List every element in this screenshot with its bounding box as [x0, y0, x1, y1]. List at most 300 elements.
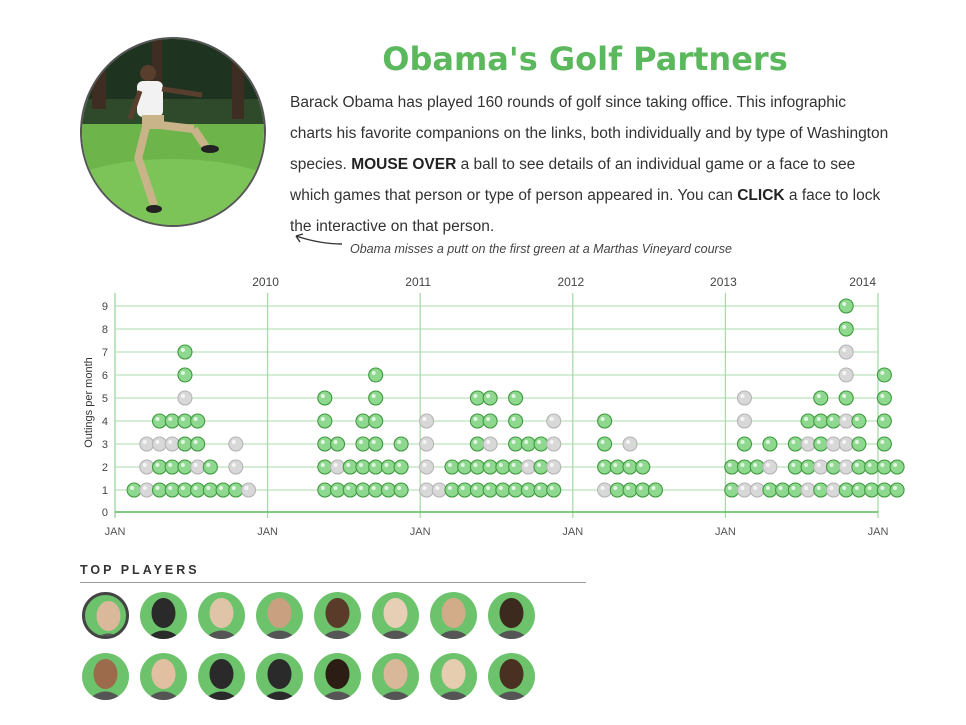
golf-ball-highlight	[168, 417, 172, 421]
y-tick-label: 2	[101, 462, 108, 474]
top-player-face[interactable]	[488, 653, 535, 700]
golf-ball-point[interactable]	[165, 483, 179, 497]
golf-ball-point[interactable]	[331, 460, 345, 474]
y-tick-label: 6	[101, 370, 108, 382]
x-bottom-tick-label: JAN	[562, 526, 584, 538]
golf-ball-highlight	[512, 417, 516, 421]
golf-ball-point[interactable]	[318, 483, 332, 497]
golf-ball-point[interactable]	[509, 391, 523, 405]
golf-ball-highlight	[372, 440, 376, 444]
golf-ball-point[interactable]	[547, 460, 561, 474]
golf-ball-point[interactable]	[877, 368, 891, 382]
golf-ball-point[interactable]	[229, 460, 243, 474]
golf-ball-point[interactable]	[814, 460, 828, 474]
golf-ball-point[interactable]	[801, 437, 815, 451]
top-players-row	[82, 653, 552, 700]
golf-ball-highlight	[550, 463, 554, 467]
top-player-face[interactable]	[140, 653, 187, 700]
golf-ball-point[interactable]	[839, 460, 853, 474]
golf-ball-highlight	[346, 463, 350, 467]
golf-ball-point[interactable]	[140, 437, 154, 451]
golf-ball-point[interactable]	[839, 414, 853, 428]
y-tick-label: 0	[101, 507, 108, 519]
golf-ball-point[interactable]	[381, 460, 395, 474]
golf-ball-point[interactable]	[178, 437, 192, 451]
golf-ball-highlight	[397, 486, 401, 490]
golf-ball-point[interactable]	[127, 483, 141, 497]
golf-ball-point[interactable]	[420, 483, 434, 497]
golf-ball-point[interactable]	[483, 483, 497, 497]
golf-ball-point[interactable]	[178, 414, 192, 428]
golf-ball-highlight	[728, 463, 732, 467]
golf-ball-highlight	[206, 463, 210, 467]
golf-ball-point[interactable]	[153, 437, 167, 451]
golf-ball-point[interactable]	[318, 460, 332, 474]
golf-ball-point[interactable]	[763, 437, 777, 451]
golf-ball-point[interactable]	[839, 483, 853, 497]
golf-ball-point[interactable]	[521, 437, 535, 451]
top-player-face[interactable]	[198, 653, 245, 700]
golf-ball-point[interactable]	[814, 483, 828, 497]
golf-ball-highlight	[359, 463, 363, 467]
golf-ball-point[interactable]	[369, 391, 383, 405]
golf-ball-point[interactable]	[534, 460, 548, 474]
golf-ball-point[interactable]	[178, 345, 192, 359]
golf-ball-highlight	[550, 417, 554, 421]
golf-ball-point[interactable]	[877, 437, 891, 451]
golf-ball-point[interactable]	[178, 368, 192, 382]
golf-ball-highlight	[639, 486, 643, 490]
golf-ball-point[interactable]	[203, 460, 217, 474]
golf-ball-highlight	[512, 463, 516, 467]
top-player-face[interactable]	[82, 653, 129, 700]
golf-ball-highlight	[448, 463, 452, 467]
golf-ball-point[interactable]	[737, 414, 751, 428]
golf-ball-point[interactable]	[470, 483, 484, 497]
golf-ball-point[interactable]	[470, 460, 484, 474]
golf-ball-point[interactable]	[839, 322, 853, 336]
golf-ball-point[interactable]	[483, 460, 497, 474]
golf-ball-point[interactable]	[509, 460, 523, 474]
x-bottom-tick-label: JAN	[867, 526, 889, 538]
golf-ball-highlight	[334, 463, 338, 467]
golf-ball-point[interactable]	[636, 460, 650, 474]
golf-ball-point[interactable]	[153, 483, 167, 497]
golf-ball-highlight	[829, 417, 833, 421]
x-top-tick-label: 2014	[849, 275, 876, 289]
golf-ball-point[interactable]	[623, 483, 637, 497]
golf-ball-point[interactable]	[509, 437, 523, 451]
golf-ball-highlight	[473, 486, 477, 490]
silhouette-icon	[256, 653, 303, 700]
golf-ball-highlight	[842, 440, 846, 444]
golf-ball-highlight	[372, 486, 376, 490]
golf-ball-highlight	[804, 463, 808, 467]
golf-ball-point[interactable]	[877, 391, 891, 405]
golf-ball-point[interactable]	[178, 391, 192, 405]
golf-ball-point[interactable]	[521, 483, 535, 497]
golf-ball-highlight	[766, 486, 770, 490]
golf-ball-highlight	[601, 440, 605, 444]
golf-ball-point[interactable]	[509, 483, 523, 497]
golf-ball-highlight	[321, 417, 325, 421]
golf-ball-point[interactable]	[318, 414, 332, 428]
golf-ball-point[interactable]	[750, 483, 764, 497]
golf-ball-point[interactable]	[318, 391, 332, 405]
top-player-face[interactable]	[140, 592, 187, 639]
top-player-face[interactable]	[314, 592, 361, 639]
golf-ball-highlight	[461, 486, 465, 490]
golf-ball-point[interactable]	[191, 414, 205, 428]
golf-ball-point[interactable]	[826, 483, 840, 497]
golf-ball-highlight	[779, 486, 783, 490]
golf-ball-point[interactable]	[356, 483, 370, 497]
golf-ball-point[interactable]	[890, 460, 904, 474]
golf-ball-highlight	[397, 440, 401, 444]
golf-ball-point[interactable]	[776, 483, 790, 497]
golf-ball-point[interactable]	[598, 414, 612, 428]
y-tick-label: 4	[101, 416, 108, 428]
golf-ball-highlight	[842, 371, 846, 375]
golf-ball-point[interactable]	[788, 460, 802, 474]
intro-part-1: Barack Obama has played 160 rounds of golf since taking office. This infographic charts his favorite companions on the links, both individually and by type of Washington species.	[290, 94, 889, 173]
golf-ball-point[interactable]	[890, 483, 904, 497]
golf-ball-point[interactable]	[483, 391, 497, 405]
golf-ball-highlight	[423, 440, 427, 444]
golf-ball-point[interactable]	[763, 483, 777, 497]
golf-ball-highlight	[817, 417, 821, 421]
golf-ball-highlight	[524, 486, 528, 490]
golf-ball-point[interactable]	[852, 460, 866, 474]
intro-part-2: a ball to see details of an individual game or a face to see which games that person or type of person appeared in. You can	[290, 156, 856, 204]
golf-ball-point[interactable]	[242, 483, 256, 497]
golf-ball-highlight	[880, 440, 884, 444]
golf-ball-highlight	[181, 394, 185, 398]
golf-ball-point[interactable]	[203, 483, 217, 497]
golf-ball-point[interactable]	[191, 437, 205, 451]
golf-ball-point[interactable]	[725, 460, 739, 474]
golf-ball-point[interactable]	[318, 437, 332, 451]
golf-ball-point[interactable]	[852, 483, 866, 497]
golf-ball-highlight	[486, 440, 490, 444]
face-photo-icon	[314, 592, 361, 639]
golf-ball-point[interactable]	[356, 460, 370, 474]
golf-ball-point[interactable]	[483, 437, 497, 451]
y-tick-label: 8	[101, 324, 108, 336]
golf-ball-highlight	[206, 486, 210, 490]
golf-ball-point[interactable]	[191, 460, 205, 474]
golf-ball-highlight	[537, 486, 541, 490]
top-player-face[interactable]	[488, 592, 535, 639]
y-tick-label: 9	[101, 301, 108, 313]
golf-ball-point[interactable]	[725, 483, 739, 497]
top-player-face[interactable]	[256, 592, 303, 639]
golf-ball-point[interactable]	[420, 460, 434, 474]
golf-ball-highlight	[766, 463, 770, 467]
golf-ball-highlight	[346, 486, 350, 490]
golf-ball-point[interactable]	[369, 437, 383, 451]
golf-ball-point[interactable]	[839, 391, 853, 405]
golf-ball-point[interactable]	[458, 483, 472, 497]
golf-ball-point[interactable]	[636, 483, 650, 497]
photo-caption: Obama misses a putt on the first green at a Marthas Vineyard course	[350, 242, 732, 256]
golf-ball-point[interactable]	[623, 460, 637, 474]
golf-ball-highlight	[486, 417, 490, 421]
face-photo-icon	[372, 653, 419, 700]
golf-ball-point[interactable]	[865, 483, 879, 497]
golf-ball-point[interactable]	[547, 437, 561, 451]
golf-ball-point[interactable]	[598, 437, 612, 451]
golf-ball-point[interactable]	[547, 414, 561, 428]
golf-ball-highlight	[868, 486, 872, 490]
golf-ball-point[interactable]	[623, 437, 637, 451]
golf-ball-highlight	[359, 486, 363, 490]
golf-ball-highlight	[512, 394, 516, 398]
golf-ball-highlight	[817, 394, 821, 398]
x-top-tick-label: 2013	[710, 275, 737, 289]
top-player-face[interactable]	[430, 653, 477, 700]
golf-ball-highlight	[880, 486, 884, 490]
golf-ball-point[interactable]	[788, 483, 802, 497]
golf-ball-highlight	[791, 486, 795, 490]
golf-ball-highlight	[359, 440, 363, 444]
golf-ball-highlight	[550, 440, 554, 444]
golf-ball-point[interactable]	[648, 483, 662, 497]
top-player-face[interactable]	[314, 653, 361, 700]
golf-ball-point[interactable]	[877, 483, 891, 497]
golf-ball-point[interactable]	[420, 414, 434, 428]
golf-ball-highlight	[817, 486, 821, 490]
golf-ball-point[interactable]	[369, 483, 383, 497]
golf-ball-point[interactable]	[356, 414, 370, 428]
top-player-face[interactable]	[372, 592, 419, 639]
golf-ball-point[interactable]	[788, 437, 802, 451]
golf-ball-point[interactable]	[445, 483, 459, 497]
golf-ball-point[interactable]	[420, 437, 434, 451]
golf-ball-highlight	[804, 417, 808, 421]
top-player-face[interactable]	[372, 653, 419, 700]
golf-ball-highlight	[651, 486, 655, 490]
golf-ball-point[interactable]	[140, 460, 154, 474]
golf-ball-point[interactable]	[178, 483, 192, 497]
golf-ball-point[interactable]	[394, 437, 408, 451]
intro-part-3: a face to lock the interactive on that person.	[290, 187, 881, 235]
golf-ball-highlight	[435, 486, 439, 490]
golf-ball-point[interactable]	[140, 483, 154, 497]
golf-ball-point[interactable]	[814, 391, 828, 405]
golf-ball-highlight	[842, 325, 846, 329]
golf-ball-highlight	[842, 486, 846, 490]
golf-ball-point[interactable]	[598, 483, 612, 497]
golf-ball-highlight	[829, 440, 833, 444]
golf-ball-point[interactable]	[801, 414, 815, 428]
golf-ball-highlight	[486, 486, 490, 490]
golf-ball-highlight	[855, 486, 859, 490]
golf-ball-point[interactable]	[394, 483, 408, 497]
golf-ball-point[interactable]	[178, 460, 192, 474]
golf-ball-point[interactable]	[534, 483, 548, 497]
golf-ball-point[interactable]	[229, 483, 243, 497]
golf-ball-highlight	[181, 417, 185, 421]
golf-ball-point[interactable]	[534, 437, 548, 451]
golf-ball-point[interactable]	[496, 483, 510, 497]
golf-ball-point[interactable]	[445, 460, 459, 474]
golf-ball-point[interactable]	[521, 460, 535, 474]
golf-ball-highlight	[156, 463, 160, 467]
golf-ball-highlight	[168, 440, 172, 444]
golf-ball-highlight	[194, 463, 198, 467]
golf-ball-highlight	[423, 463, 427, 467]
golf-ball-highlight	[245, 486, 249, 490]
golf-ball-highlight	[143, 463, 147, 467]
golf-ball-point[interactable]	[737, 437, 751, 451]
golf-ball-point[interactable]	[229, 437, 243, 451]
golf-ball-highlight	[550, 486, 554, 490]
golf-ball-point[interactable]	[852, 437, 866, 451]
golf-ball-point[interactable]	[839, 299, 853, 313]
golf-ball-point[interactable]	[826, 437, 840, 451]
golf-ball-point[interactable]	[470, 437, 484, 451]
y-tick-label: 7	[101, 347, 108, 359]
golf-ball-point[interactable]	[331, 437, 345, 451]
golf-ball-point[interactable]	[801, 460, 815, 474]
golf-ball-point[interactable]	[750, 460, 764, 474]
golf-ball-highlight	[626, 440, 630, 444]
x-bottom-tick-label: JAN	[715, 526, 736, 538]
face-photo-icon	[488, 592, 535, 639]
golf-ball-highlight	[842, 417, 846, 421]
golf-ball-point[interactable]	[814, 414, 828, 428]
face-photo-icon	[372, 592, 419, 639]
golf-ball-point[interactable]	[801, 483, 815, 497]
golf-ball-highlight	[740, 417, 744, 421]
golf-ball-highlight	[791, 440, 795, 444]
golf-ball-point[interactable]	[496, 460, 510, 474]
golf-ball-point[interactable]	[432, 483, 446, 497]
golf-ball-point[interactable]	[165, 460, 179, 474]
golf-ball-highlight	[524, 463, 528, 467]
golf-ball-highlight	[753, 486, 757, 490]
golf-ball-point[interactable]	[737, 460, 751, 474]
golf-ball-point[interactable]	[610, 460, 624, 474]
top-player-face[interactable]	[256, 653, 303, 700]
golf-ball-point[interactable]	[356, 437, 370, 451]
golf-ball-highlight	[473, 440, 477, 444]
golf-ball-highlight	[855, 440, 859, 444]
golf-ball-point[interactable]	[839, 368, 853, 382]
golf-ball-point[interactable]	[369, 368, 383, 382]
golf-ball-point[interactable]	[369, 414, 383, 428]
golf-ball-highlight	[156, 417, 160, 421]
golf-ball-point[interactable]	[470, 391, 484, 405]
golf-ball-highlight	[321, 486, 325, 490]
golf-ball-point[interactable]	[839, 437, 853, 451]
y-tick-label: 1	[101, 485, 108, 497]
golf-ball-highlight	[232, 486, 236, 490]
golf-ball-highlight	[334, 486, 338, 490]
intro-mouse-over: MOUSE OVER	[351, 156, 457, 173]
golf-ball-highlight	[855, 463, 859, 467]
golf-ball-point[interactable]	[165, 437, 179, 451]
top-player-face[interactable]	[198, 592, 245, 639]
golf-ball-highlight	[499, 463, 503, 467]
golf-ball-point[interactable]	[331, 483, 345, 497]
golf-ball-highlight	[232, 463, 236, 467]
face-photo-icon	[82, 653, 129, 700]
golf-ball-point[interactable]	[598, 460, 612, 474]
golf-ball-highlight	[156, 486, 160, 490]
golf-ball-highlight	[384, 486, 388, 490]
golf-ball-highlight	[321, 463, 325, 467]
golf-ball-point[interactable]	[165, 414, 179, 428]
golf-ball-point[interactable]	[737, 391, 751, 405]
golf-ball-point[interactable]	[458, 460, 472, 474]
golf-ball-point[interactable]	[343, 460, 357, 474]
silhouette-icon	[140, 592, 187, 639]
golf-ball-point[interactable]	[394, 460, 408, 474]
golf-ball-point[interactable]	[483, 414, 497, 428]
golf-ball-highlight	[372, 371, 376, 375]
golf-ball-point[interactable]	[763, 460, 777, 474]
golf-ball-point[interactable]	[381, 483, 395, 497]
golf-ball-highlight	[372, 394, 376, 398]
golf-ball-highlight	[842, 394, 846, 398]
golf-ball-point[interactable]	[877, 414, 891, 428]
golf-ball-highlight	[893, 463, 897, 467]
golf-ball-point[interactable]	[191, 483, 205, 497]
golf-ball-highlight	[817, 440, 821, 444]
golf-ball-point[interactable]	[343, 483, 357, 497]
top-players-heading: TOP PLAYERS	[80, 563, 200, 577]
golf-ball-highlight	[130, 486, 134, 490]
golf-ball-highlight	[842, 463, 846, 467]
golf-ball-point[interactable]	[826, 460, 840, 474]
golf-ball-point[interactable]	[547, 483, 561, 497]
face-photo-icon	[430, 653, 477, 700]
golf-ball-highlight	[893, 486, 897, 490]
top-player-face[interactable]	[82, 592, 129, 639]
golf-ball-point[interactable]	[369, 460, 383, 474]
top-player-face[interactable]	[430, 592, 477, 639]
top-players-row	[82, 592, 552, 639]
golf-ball-highlight	[804, 486, 808, 490]
face-photo-icon	[140, 653, 187, 700]
golf-ball-point[interactable]	[839, 345, 853, 359]
silhouette-icon	[198, 653, 245, 700]
golf-ball-point[interactable]	[737, 483, 751, 497]
x-bottom-tick-label: JAN	[409, 526, 431, 538]
golf-ball-point[interactable]	[826, 414, 840, 428]
golf-ball-highlight	[321, 440, 325, 444]
face-photo-icon	[488, 653, 535, 700]
golf-ball-highlight	[168, 463, 172, 467]
golf-ball-point[interactable]	[814, 437, 828, 451]
golf-ball-highlight	[143, 486, 147, 490]
golf-ball-highlight	[537, 463, 541, 467]
golf-ball-point[interactable]	[610, 483, 624, 497]
golf-ball-point[interactable]	[153, 460, 167, 474]
golf-ball-point[interactable]	[470, 414, 484, 428]
golf-ball-point[interactable]	[216, 483, 230, 497]
golf-ball-point[interactable]	[153, 414, 167, 428]
golf-ball-highlight	[384, 463, 388, 467]
golf-ball-point[interactable]	[877, 460, 891, 474]
golf-ball-point[interactable]	[865, 460, 879, 474]
golf-ball-highlight	[372, 463, 376, 467]
golf-ball-point[interactable]	[852, 414, 866, 428]
golf-ball-point[interactable]	[509, 414, 523, 428]
golf-ball-highlight	[194, 417, 198, 421]
